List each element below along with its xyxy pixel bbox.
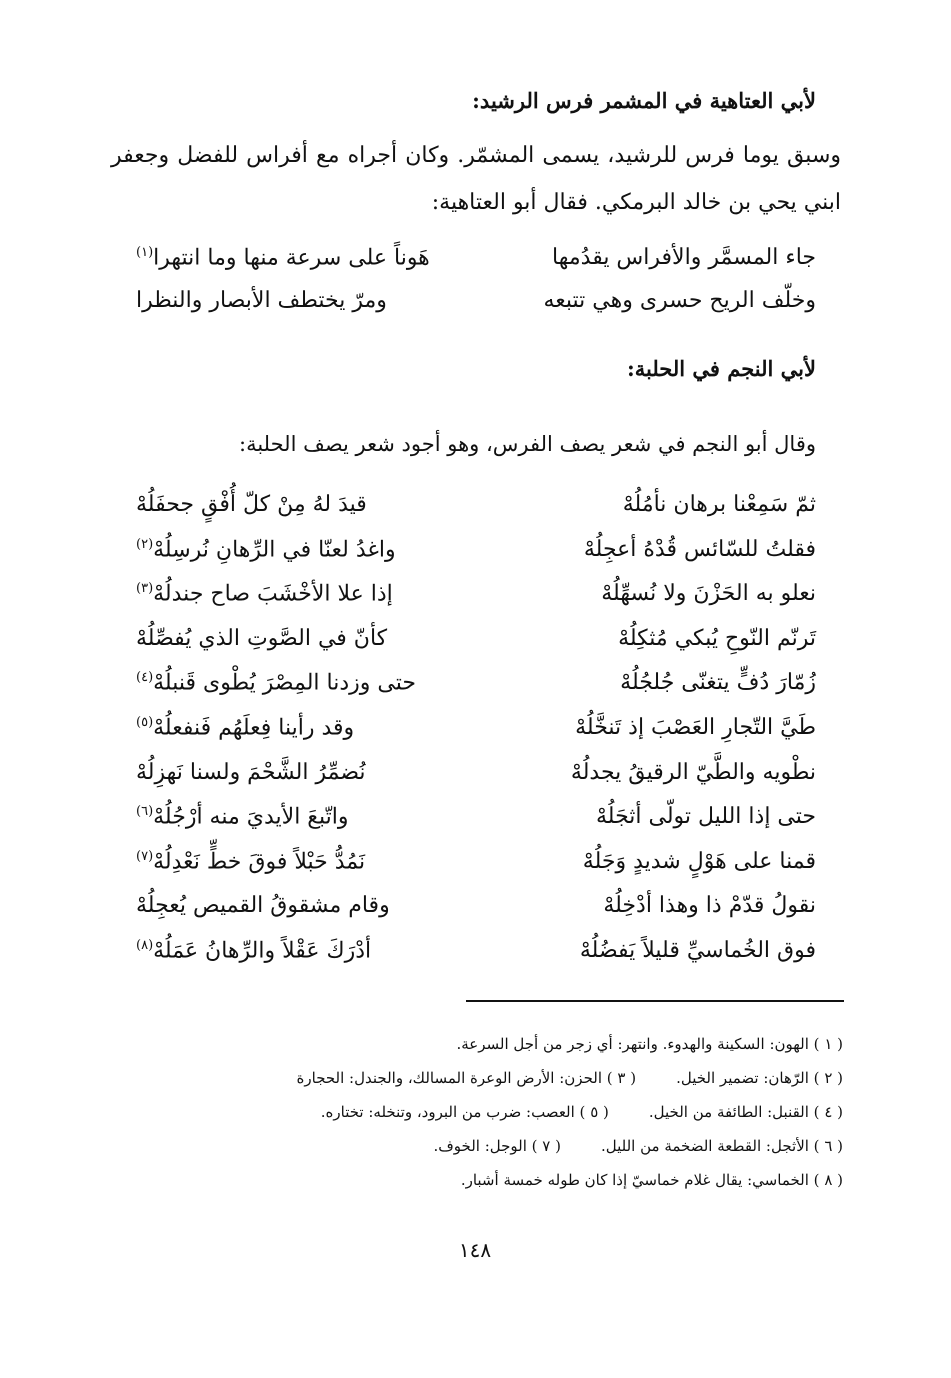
verse-first-hemistich: جاء المسمَّر والأفراس يقدُمها	[552, 245, 816, 270]
footnote-line	[203, 1171, 843, 1205]
section-heading-abu-al-najm: لأبي النجم في الحلبة:	[627, 356, 816, 381]
verse-first-hemistich: نقولُ قدّمْ ذا وهذا أدْخِلُهْ	[603, 893, 816, 919]
footnote-line	[203, 1069, 843, 1103]
footnote-ref: (١)	[136, 245, 154, 260]
verse-second-hemistich: قيدَ لهُ مِنْ كلّ أُفْقٍ جحفَلُهْ	[136, 492, 367, 517]
verse-line	[136, 492, 816, 532]
verse-first-hemistich: طَيَّ التّجارِ العَصْبَ إذ تَنخَّلُهْ	[575, 715, 816, 740]
footnote-ref: (٧)	[136, 848, 154, 864]
verse-line	[136, 288, 816, 328]
verse-first-hemistich: فقلتُ للسّائس قُدْهُ أعجِلُهْ	[583, 536, 816, 562]
intro-paragraph-2: وقال أبو النجم في شعر يصف الفرس، وهو أجود شعر يصف الحلبة:	[239, 432, 816, 456]
footnote-ref: (٢)	[136, 536, 154, 552]
verse-first-hemistich: قمنا على هَوْلٍ شديدٍ وَجَلُهْ	[582, 848, 816, 874]
verse-line	[136, 626, 816, 666]
verse-line	[136, 760, 816, 800]
footnote-text: ( ٨ ) الخماسي: يقال غلام خماسيّ إذا كان طوله خمسة أشبار.	[460, 1171, 843, 1189]
footnote-ref: (٨)	[136, 938, 154, 953]
verse-second-hemistich: واتّبعَ الأيديَ منه أرْجُلُهْ$^{(٦)}$	[136, 804, 349, 830]
footnotes	[203, 1035, 843, 1205]
verse-line	[136, 938, 816, 978]
footnote-line	[203, 1035, 843, 1069]
verse-first-hemistich: وخلّف الريح حسرى وهي تتبعه	[543, 288, 816, 313]
section-heading-abu-al-atahiya: لأبي العتاهية في المشمر فرس الرشيد:	[472, 88, 816, 113]
footnote-text: ( ٦ ) الأثجل: القطعة الضخمة من الليل.	[600, 1137, 843, 1155]
footnote-text: ( ٧ ) الوجل: الخوف.	[433, 1137, 561, 1155]
verse-second-hemistich: أدْرَكَ عَقْلاً والرِّهانُ عَمَلُهْ$^{(٨)}$	[136, 938, 372, 964]
verse-line	[136, 804, 816, 844]
verse-line	[136, 893, 816, 933]
verse-line	[136, 715, 816, 755]
verse-second-hemistich: كأنّ في الصَّوتِ الذي يُفصِّلُهْ	[136, 625, 388, 651]
verse-second-hemistich: هَوناً على سرعة منها وما انتهرا$^{(١)}$	[136, 245, 430, 271]
verse-line	[136, 537, 816, 577]
verse-second-hemistich: حتى وزدنا المِصْرَ يُطْوى قَنبلُهْ$^{(٤)}$	[136, 670, 416, 696]
verse-line	[136, 581, 816, 621]
footnote-line	[203, 1137, 843, 1171]
footnote-text: ( ٣ ) الحزن: الأرض الوعرة المسالك، والجندل: الحجارة	[296, 1069, 637, 1087]
verse-first-hemistich: حتى إذا الليل تولّى أثجَلُهْ	[595, 804, 816, 830]
verse-second-hemistich: ومرّ يختطف الأبصار والنظرا	[136, 288, 387, 313]
verse-first-hemistich: تَرنّم النّوحِ يُبكي مُثكِلُهْ	[618, 625, 816, 651]
verse-first-hemistich: زُمّارَ دُفٍّ يتغنّى جُلجُلُهْ	[620, 670, 816, 696]
verse-first-hemistich: نطْويه والطَّيّ الرقيقُ يجدلُهْ	[570, 759, 816, 785]
verse-line	[136, 670, 816, 710]
verse-second-hemistich: وقد رأينا فِعلَهُم فَنفعلُهْ$^{(٥)}$	[136, 715, 355, 741]
footnote-text: ( ١ ) الهون: السكينة والهدوء. وانتهر: أي زجر من أجل السرعة.	[456, 1035, 843, 1053]
footnote-text: ( ٥ ) العصب: ضرب من البرود، وتنخله: تختاره.	[320, 1103, 609, 1121]
footnote-ref: (٥)	[136, 715, 154, 730]
verse-first-hemistich: فوق الخُماسيِّ قليلاً يَفضُلُهْ	[579, 938, 816, 963]
verse-line	[136, 849, 816, 889]
verse-first-hemistich: ثمّ سَمِعْنا برهان نأمُلُهْ	[622, 492, 816, 517]
footnote-ref: (٣)	[136, 581, 154, 597]
footnote-ref: (٦)	[136, 804, 154, 820]
verse-second-hemistich: نَمُدُّ حَبْلاً فوقَ خطٍّ نَعْدِلُهْ$^{(٧)}$	[136, 848, 366, 875]
page-number: ١٤٨	[458, 1238, 492, 1262]
footnote-line	[203, 1103, 843, 1137]
verse-first-hemistich: نعلو به الحَزْنَ ولا نُسهِّلُهْ	[601, 581, 816, 607]
verse-line	[136, 245, 816, 285]
verse-second-hemistich: إذا علا الأخْشَبَ صاح جندلُهْ$^{(٣)}$	[136, 581, 393, 607]
footnote-divider	[466, 1000, 844, 1002]
verse-second-hemistich: واغدُ لعنّا في الرِّهانِ نُرسِلُهْ$^{(٢)}$	[136, 536, 396, 562]
verse-second-hemistich: وقام مشقوقُ القميص يُعجِلُهْ	[136, 893, 390, 919]
footnote-ref: (٤)	[136, 670, 154, 686]
verse-second-hemistich: نُضمِّرُ الشَّحْمَ ولسنا نَهزِلُهْ	[136, 759, 366, 785]
footnote-text: ( ٢ ) الرّهان: تضمير الخيل.	[676, 1069, 843, 1087]
intro-paragraph-1: وسبق يوما فرس للرشيد، يسمى المشمّر. وكان أجراه مع أفراس للفضل وجعفر ابني يحي بن خالد البرمكي. فقال أبو العتاهية:	[111, 143, 842, 215]
footnote-text: ( ٤ ) القنبل: الطائفة من الخيل.	[648, 1103, 843, 1121]
